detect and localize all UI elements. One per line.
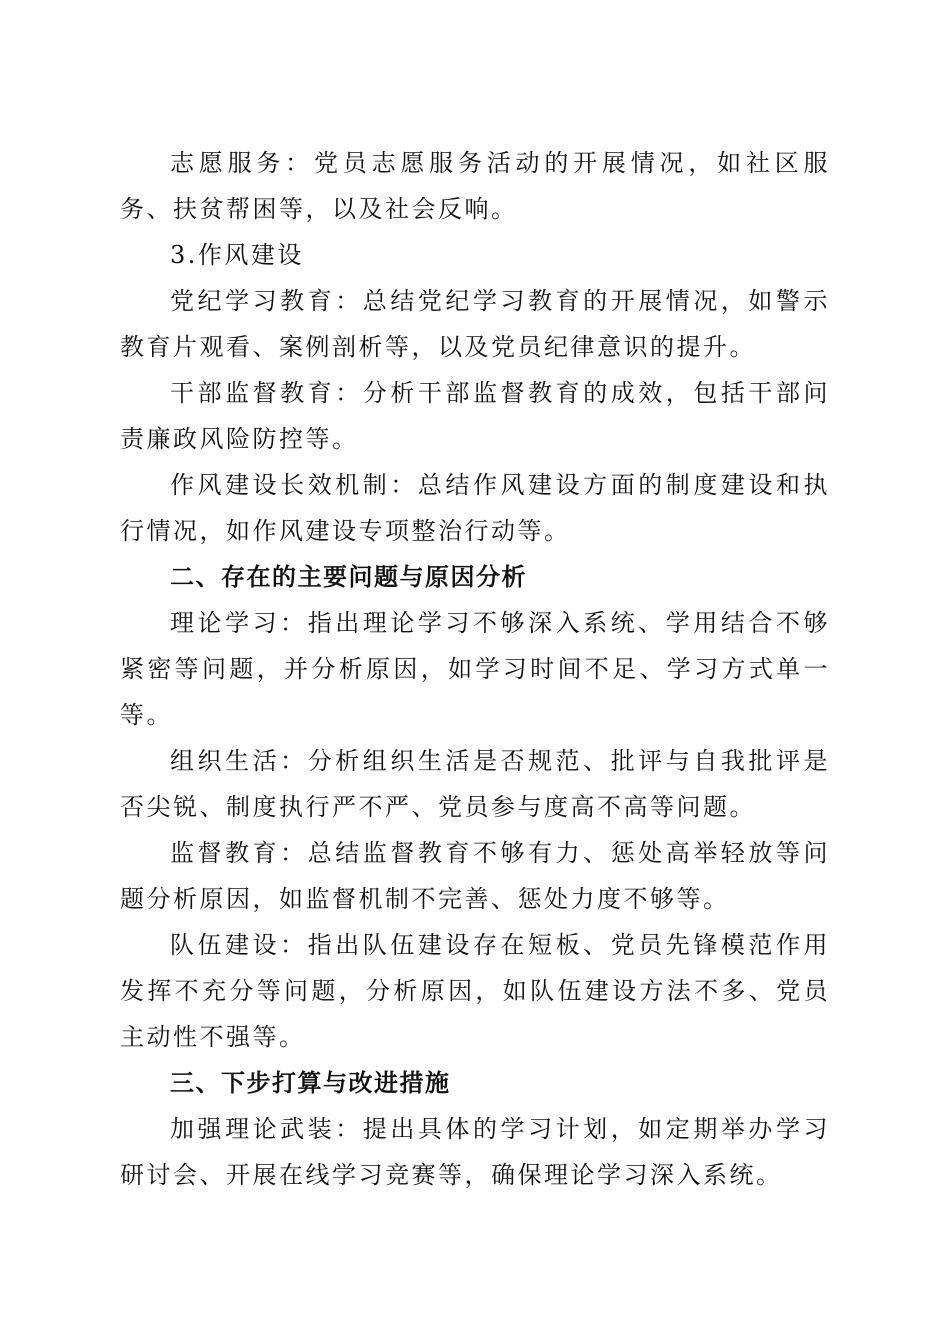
paragraph-long-term-mechanism: 作风建设长效机制：总结作风建设方面的制度建设和执行情况，如作风建设专项整治行动等。 (120, 471, 830, 545)
heading-problems-analysis: 二、存在的主要问题与原因分析 (170, 563, 527, 591)
subheading-work-style: 3.作风建设 (170, 241, 304, 269)
document-body (120, 140, 830, 1198)
paragraph-supervision-education: 监督教育：总结监督教育不够有力、惩处高举轻放等问题分析原因，如监督机制不完善、惩处力度不够等。 (120, 839, 830, 913)
paragraph-team-building: 队伍建设：指出队伍建设存在短板、党员先锋模范作用发挥不充分等问题，分析原因，如队伍建设方法不多、党员主动性不强等。 (120, 931, 830, 1051)
paragraph-organization-life: 组织生活：分析组织生活是否规范、批评与自我批评是否尖锐、制度执行严不严、党员参与度高不高等问题。 (120, 747, 830, 821)
paragraph-theory-armament: 加强理论武装：提出具体的学习计划，如定期举办学习研讨会、开展在线学习竞赛等，确保理论学习深入系统。 (120, 1115, 830, 1189)
paragraph-cadre-supervision: 干部监督教育：分析干部监督教育的成效，包括干部问责廉政风险防控等。 (120, 379, 830, 453)
paragraph-volunteer-service: 志愿服务：党员志愿服务活动的开展情况，如社区服务、扶贫帮困等，以及社会反响。 (120, 149, 830, 223)
heading-next-steps: 三、下步打算与改进措施 (170, 1069, 451, 1097)
paragraph-discipline-education: 党纪学习教育：总结党纪学习教育的开展情况，如警示教育片观看、案例剖析等，以及党员纪律意识的提升。 (120, 287, 830, 361)
paragraph-theory-study: 理论学习：指出理论学习不够深入系统、学用结合不够紧密等问题，并分析原因，如学习时间不足、学习方式单一等。 (120, 609, 830, 729)
